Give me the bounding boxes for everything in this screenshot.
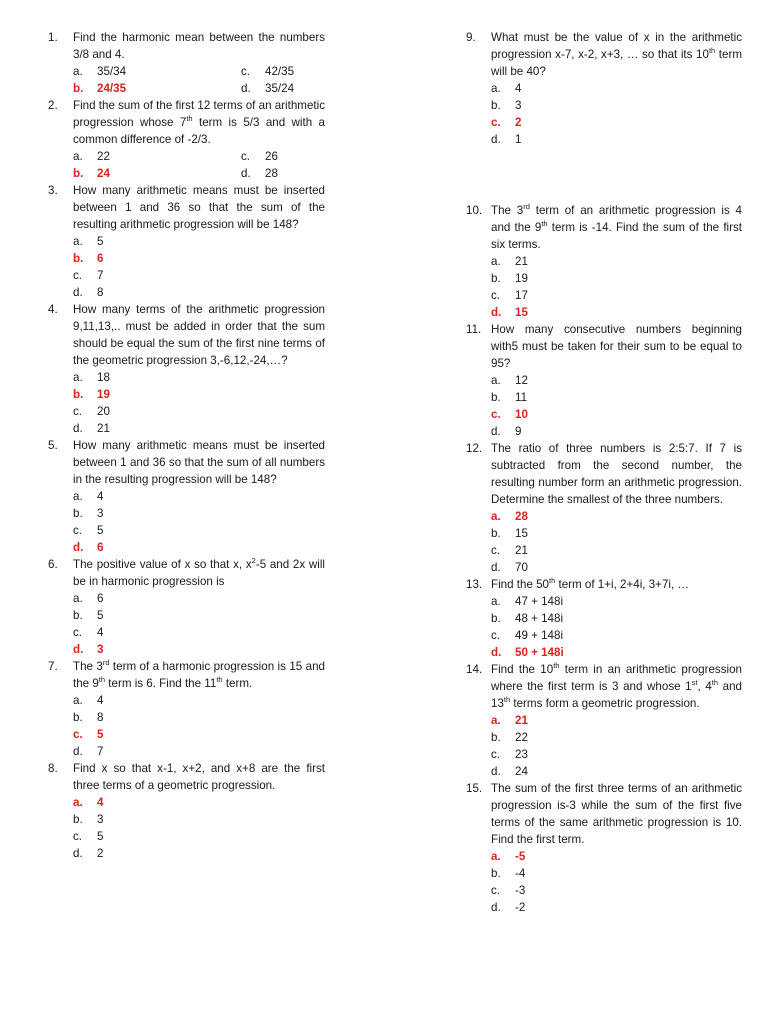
choice-c	[73, 726, 325, 743]
choice-label: b.	[73, 609, 83, 622]
choice-b	[491, 729, 742, 746]
superscript: 2	[251, 556, 256, 565]
choice-a	[73, 233, 325, 250]
choice-label: c.	[491, 408, 501, 421]
question-15	[466, 780, 742, 916]
choice-value: 47 + 148i	[515, 595, 564, 608]
text-segment: -5 and 2x will be in harmonic progression is	[73, 558, 325, 588]
choice-label: c.	[73, 269, 83, 282]
choice-label: a.	[491, 374, 501, 387]
choice-value: 70	[515, 561, 528, 574]
choice-c	[73, 522, 325, 539]
text-segment: term.	[222, 677, 253, 690]
choice-d	[73, 845, 325, 862]
choice-b	[491, 270, 742, 287]
choice-label: d.	[491, 646, 502, 659]
choice-a	[73, 63, 241, 80]
question-13	[466, 576, 742, 661]
question-text	[73, 658, 325, 692]
choice-value: 5	[97, 235, 104, 248]
choice-value: 4	[97, 694, 104, 707]
question-number: 11.	[466, 323, 482, 336]
choice-row	[73, 165, 325, 182]
choice-label: c.	[73, 405, 83, 418]
choice-value: 6	[97, 541, 104, 554]
choice-label: a.	[491, 510, 501, 523]
choice-c	[491, 114, 742, 131]
choice-value: 8	[97, 711, 104, 724]
question-3	[48, 182, 325, 301]
choice-value: 17	[515, 289, 528, 302]
choice-label: b.	[73, 388, 84, 401]
choice-value: 23	[515, 748, 528, 761]
choice-label: b.	[73, 167, 84, 180]
choice-value: 20	[97, 405, 110, 418]
text-segment: term is 5/3 and with a common difference of -2/3.	[73, 116, 326, 146]
choice-a	[73, 794, 325, 811]
choice-d	[73, 743, 325, 760]
choice-value: 3	[97, 643, 104, 656]
question-text	[491, 576, 742, 593]
question-text	[491, 29, 742, 80]
choice-value: 2	[97, 847, 104, 860]
question-number: 6.	[48, 558, 58, 571]
superscript: th	[186, 114, 193, 123]
choice-value: 5	[97, 830, 104, 843]
choice-label: c.	[73, 626, 83, 639]
choice-a	[73, 692, 325, 709]
choice-label: d.	[491, 561, 501, 574]
choice-list	[73, 233, 325, 301]
choice-b	[73, 250, 325, 267]
choice-label: c.	[491, 748, 501, 761]
question-8	[48, 760, 325, 862]
superscript: th	[711, 678, 719, 687]
question-number: 9.	[466, 31, 476, 44]
choice-label: a.	[491, 255, 501, 268]
text-segment: term is 6. Find the 11	[105, 677, 217, 690]
text-segment: and 13	[491, 680, 743, 710]
superscript: rd	[102, 658, 110, 667]
choice-label: b.	[73, 813, 83, 826]
choice-value: 24/35	[97, 82, 127, 95]
choice-label: a.	[73, 65, 83, 78]
superscript: st	[691, 678, 698, 687]
choice-value: 4	[97, 626, 104, 639]
choice-value: 5	[97, 609, 104, 622]
choice-a	[491, 80, 742, 97]
choice-value: 5	[97, 728, 104, 741]
question-12	[466, 440, 742, 576]
choice-b	[73, 811, 325, 828]
right-column	[466, 29, 742, 916]
question-9	[466, 29, 742, 148]
choice-label: c.	[491, 884, 501, 897]
choice-label: d.	[73, 745, 83, 758]
choice-value: 8	[97, 286, 104, 299]
question-number: 5.	[48, 439, 58, 452]
choice-d	[241, 165, 278, 182]
text-segment: Find the sum of the first 12 terms of an arithmetic progression whose 7	[73, 99, 325, 129]
choice-d	[73, 641, 325, 658]
text-segment: The 3	[73, 660, 103, 673]
text-segment: term is -14. Find the sum of the first six terms.	[491, 221, 743, 251]
choice-value: 50 + 148i	[515, 646, 564, 659]
choice-b	[73, 386, 325, 403]
choice-a	[491, 372, 742, 389]
choice-list	[73, 794, 325, 862]
choice-label: b.	[491, 272, 501, 285]
superscript: th	[216, 675, 223, 684]
question-5	[48, 437, 325, 556]
choice-label: b.	[491, 612, 501, 625]
choice-value: 35/34	[97, 65, 127, 78]
choice-value: 28	[515, 510, 528, 523]
choice-label: c.	[73, 830, 83, 843]
choice-value: 15	[515, 306, 528, 319]
choice-value: 11	[515, 391, 528, 404]
question-1	[48, 29, 325, 97]
choice-a	[491, 848, 742, 865]
choice-label: a.	[491, 850, 501, 863]
choice-b	[491, 610, 742, 627]
choice-value: 10	[515, 408, 528, 421]
choice-value: 4	[97, 796, 104, 809]
question-number: 7.	[48, 660, 58, 673]
choice-d	[73, 420, 325, 437]
choice-value: 48 + 148i	[515, 612, 564, 625]
choice-value: 28	[265, 167, 278, 180]
choice-a	[73, 590, 325, 607]
choice-row	[73, 63, 325, 80]
choice-c	[73, 267, 325, 284]
choice-value: 15	[515, 527, 528, 540]
choice-label: c.	[241, 150, 251, 163]
choice-b	[491, 389, 742, 406]
choice-a	[491, 508, 742, 525]
choice-label: b.	[491, 99, 501, 112]
text-segment: Find the 10	[491, 663, 554, 676]
choice-label: b.	[491, 527, 501, 540]
question-text: Find x so that x-1, x+2, and x+8 are the first three terms of a geometric progression.	[73, 762, 325, 792]
text-segment: , 4	[697, 680, 712, 693]
choice-list	[491, 253, 742, 321]
superscript: th	[98, 675, 106, 684]
choice-label: a.	[73, 592, 83, 605]
choice-b	[491, 525, 742, 542]
choice-value: 6	[97, 252, 104, 265]
question-text: Find the harmonic mean between the numbers 3/8 and 4.	[73, 31, 325, 61]
choice-value: 7	[97, 745, 104, 758]
choice-value: 42/35	[265, 65, 295, 78]
choice-value: 22	[97, 150, 110, 163]
choice-c	[491, 882, 742, 899]
question-text: How many consecutive numbers beginning with5 must be taken for their sum to be equal to 95?	[491, 323, 742, 370]
choice-d	[491, 763, 742, 780]
choice-label: d.	[491, 425, 501, 438]
choice-row	[73, 80, 325, 97]
text-segment: The 3	[491, 204, 524, 217]
choice-label: b.	[491, 867, 501, 880]
question-number: 1.	[48, 31, 58, 44]
choice-value: 3	[97, 813, 104, 826]
choice-a	[491, 253, 742, 270]
choice-list	[491, 712, 742, 780]
question-number: 15.	[466, 782, 483, 795]
question-text: The ratio of three numbers is 2:5:7. If 7 is subtracted from the second number, the resulting number form an arithmetic progression. Determine the smallest of the three numbers.	[491, 442, 742, 506]
choice-value: 18	[97, 371, 110, 384]
choice-value: 3	[97, 507, 104, 520]
choice-d	[491, 131, 742, 148]
choice-label: a.	[73, 150, 83, 163]
choice-label: b.	[491, 731, 501, 744]
text-segment: Find the 50	[491, 578, 550, 591]
choice-b	[73, 80, 241, 97]
choice-value: 24	[515, 765, 528, 778]
choice-b	[491, 97, 742, 114]
choice-label: d.	[73, 847, 83, 860]
choice-b	[73, 709, 325, 726]
choice-label: a.	[73, 371, 83, 384]
choice-label: c.	[491, 544, 501, 557]
choice-value: -4	[515, 867, 526, 880]
left-column	[48, 29, 325, 862]
choice-row	[73, 148, 325, 165]
choice-value: 24	[97, 167, 110, 180]
choice-label: c.	[241, 65, 251, 78]
choice-value: 35/24	[265, 82, 295, 95]
superscript: th	[708, 46, 716, 55]
choice-c	[73, 828, 325, 845]
question-11	[466, 321, 742, 440]
choice-label: c.	[73, 524, 83, 537]
choice-value: 19	[97, 388, 110, 401]
choice-c	[491, 406, 742, 423]
choice-label: b.	[73, 711, 83, 724]
question-number: 2.	[48, 99, 58, 112]
choice-d	[491, 423, 742, 440]
choice-c	[241, 148, 278, 165]
choice-label: d.	[73, 286, 83, 299]
choice-label: a.	[491, 595, 501, 608]
choice-a	[491, 712, 742, 729]
choice-label: a.	[491, 82, 501, 95]
choice-list	[73, 488, 325, 556]
choice-c	[491, 287, 742, 304]
choice-list	[73, 590, 325, 658]
question-number: 12.	[466, 442, 483, 455]
choice-value: -3	[515, 884, 526, 897]
choice-value: 9	[515, 425, 522, 438]
choice-list	[491, 848, 742, 916]
choice-label: b.	[73, 507, 83, 520]
text-segment: The positive value of x so that x, x	[73, 558, 252, 571]
question-number: 14.	[466, 663, 483, 676]
superscript: th	[541, 219, 548, 228]
choice-label: a.	[73, 235, 83, 248]
question-number: 8.	[48, 762, 58, 775]
question-text: The sum of the first three terms of an arithmetic progression is-3 while the sum of the first five terms of the same arithmetic progression is 10. Find the first term.	[491, 782, 742, 846]
choice-value: 21	[515, 714, 528, 727]
choice-c	[491, 542, 742, 559]
text-segment: term will be 40?	[491, 48, 742, 78]
question-text: How many terms of the arithmetic progression 9,11,13,.. must be added in order that the sum should be equal the sum of the first nine terms of the geometric progression 3,-6,12,-24,…?	[73, 303, 325, 367]
choice-label: d.	[491, 306, 502, 319]
choice-label: c.	[491, 289, 501, 302]
question-7	[48, 658, 325, 760]
choice-d	[73, 284, 325, 301]
choice-label: d.	[491, 901, 501, 914]
choice-b	[73, 505, 325, 522]
choice-value: 21	[515, 255, 528, 268]
choice-label: a.	[491, 714, 501, 727]
choice-label: c.	[73, 728, 83, 741]
text-segment: term of an arithmetic progression is 4 and the 9	[491, 204, 743, 234]
choice-c	[241, 63, 294, 80]
choice-value: 22	[515, 731, 528, 744]
question-text	[491, 202, 742, 253]
choice-d	[491, 899, 742, 916]
text-segment: term in an arithmetic progression where the first term is 3 and whose 1	[491, 663, 742, 693]
choice-value: 21	[515, 544, 528, 557]
choice-label: d.	[73, 643, 84, 656]
spacer	[466, 148, 742, 202]
choice-label: c.	[491, 629, 501, 642]
question-2	[48, 97, 325, 182]
choice-c	[73, 403, 325, 420]
question-text: How many arithmetic means must be inserted between 1 and 36 so that the sum of all numbers in the resulting progression will be 148?	[73, 439, 325, 486]
text-segment: term of a harmonic progression is 15 and the 9	[73, 660, 325, 690]
text-segment: term of 1+i, 2+4i, 3+7i, …	[555, 578, 689, 591]
choice-value: 4	[515, 82, 522, 95]
question-number: 13.	[466, 578, 483, 591]
choice-value: 26	[265, 150, 278, 163]
question-number: 3.	[48, 184, 58, 197]
choice-value: 1	[515, 133, 522, 146]
choice-label: b.	[73, 252, 84, 265]
choice-a	[73, 148, 241, 165]
choice-b	[73, 607, 325, 624]
choice-list	[491, 593, 742, 661]
choice-value: 12	[515, 374, 528, 387]
choice-label: a.	[73, 490, 83, 503]
choice-value: 19	[515, 272, 528, 285]
choice-label: a.	[73, 694, 83, 707]
question-text	[73, 556, 325, 590]
choice-b	[491, 865, 742, 882]
choice-label: b.	[491, 391, 501, 404]
question-number: 4.	[48, 303, 58, 316]
choice-list	[491, 80, 742, 148]
choice-list	[73, 692, 325, 760]
choice-label: d.	[73, 422, 83, 435]
choice-label: d.	[73, 541, 84, 554]
choice-c	[491, 746, 742, 763]
choice-value: 7	[97, 269, 104, 282]
choice-a	[73, 488, 325, 505]
choice-c	[73, 624, 325, 641]
choice-label: c.	[491, 116, 501, 129]
choice-d	[491, 304, 742, 321]
superscript: th	[549, 576, 556, 585]
choice-value: -2	[515, 901, 526, 914]
question-number: 10.	[466, 204, 483, 217]
choice-value: 49 + 148i	[515, 629, 564, 642]
choice-value: 6	[97, 592, 104, 605]
choice-label: b.	[73, 82, 84, 95]
choice-value: 5	[97, 524, 104, 537]
choice-label: d.	[241, 167, 251, 180]
superscript: rd	[523, 202, 530, 211]
choice-value: 21	[97, 422, 110, 435]
choice-value: 3	[515, 99, 522, 112]
choice-a	[491, 593, 742, 610]
choice-c	[491, 627, 742, 644]
choice-d	[491, 644, 742, 661]
choice-d	[491, 559, 742, 576]
superscript: th	[503, 695, 511, 704]
choice-list	[491, 372, 742, 440]
choice-value: 4	[97, 490, 104, 503]
text-segment: terms form a geometric progression.	[510, 697, 700, 710]
choice-list	[73, 369, 325, 437]
choice-d	[73, 539, 325, 556]
choice-d	[241, 80, 294, 97]
question-text	[491, 661, 742, 712]
question-4	[48, 301, 325, 437]
question-text: How many arithmetic means must be inserted between 1 and 36 so that the sum of the resulting arithmetic progression will be 148?	[73, 184, 325, 231]
choice-list	[491, 508, 742, 576]
question-text	[73, 97, 325, 148]
question-14	[466, 661, 742, 780]
choice-label: d.	[241, 82, 251, 95]
superscript: th	[553, 661, 560, 670]
choice-label: d.	[491, 133, 501, 146]
question-10	[466, 202, 742, 321]
choice-a	[73, 369, 325, 386]
question-6	[48, 556, 325, 658]
choice-b	[73, 165, 241, 182]
choice-value: -5	[515, 850, 526, 863]
text-segment: What must be the value of x in the arithmetic progression x-7, x-2, x+3, … so that its 10	[491, 31, 742, 61]
choice-label: d.	[491, 765, 501, 778]
choice-value: 2	[515, 116, 522, 129]
choice-label: a.	[73, 796, 83, 809]
